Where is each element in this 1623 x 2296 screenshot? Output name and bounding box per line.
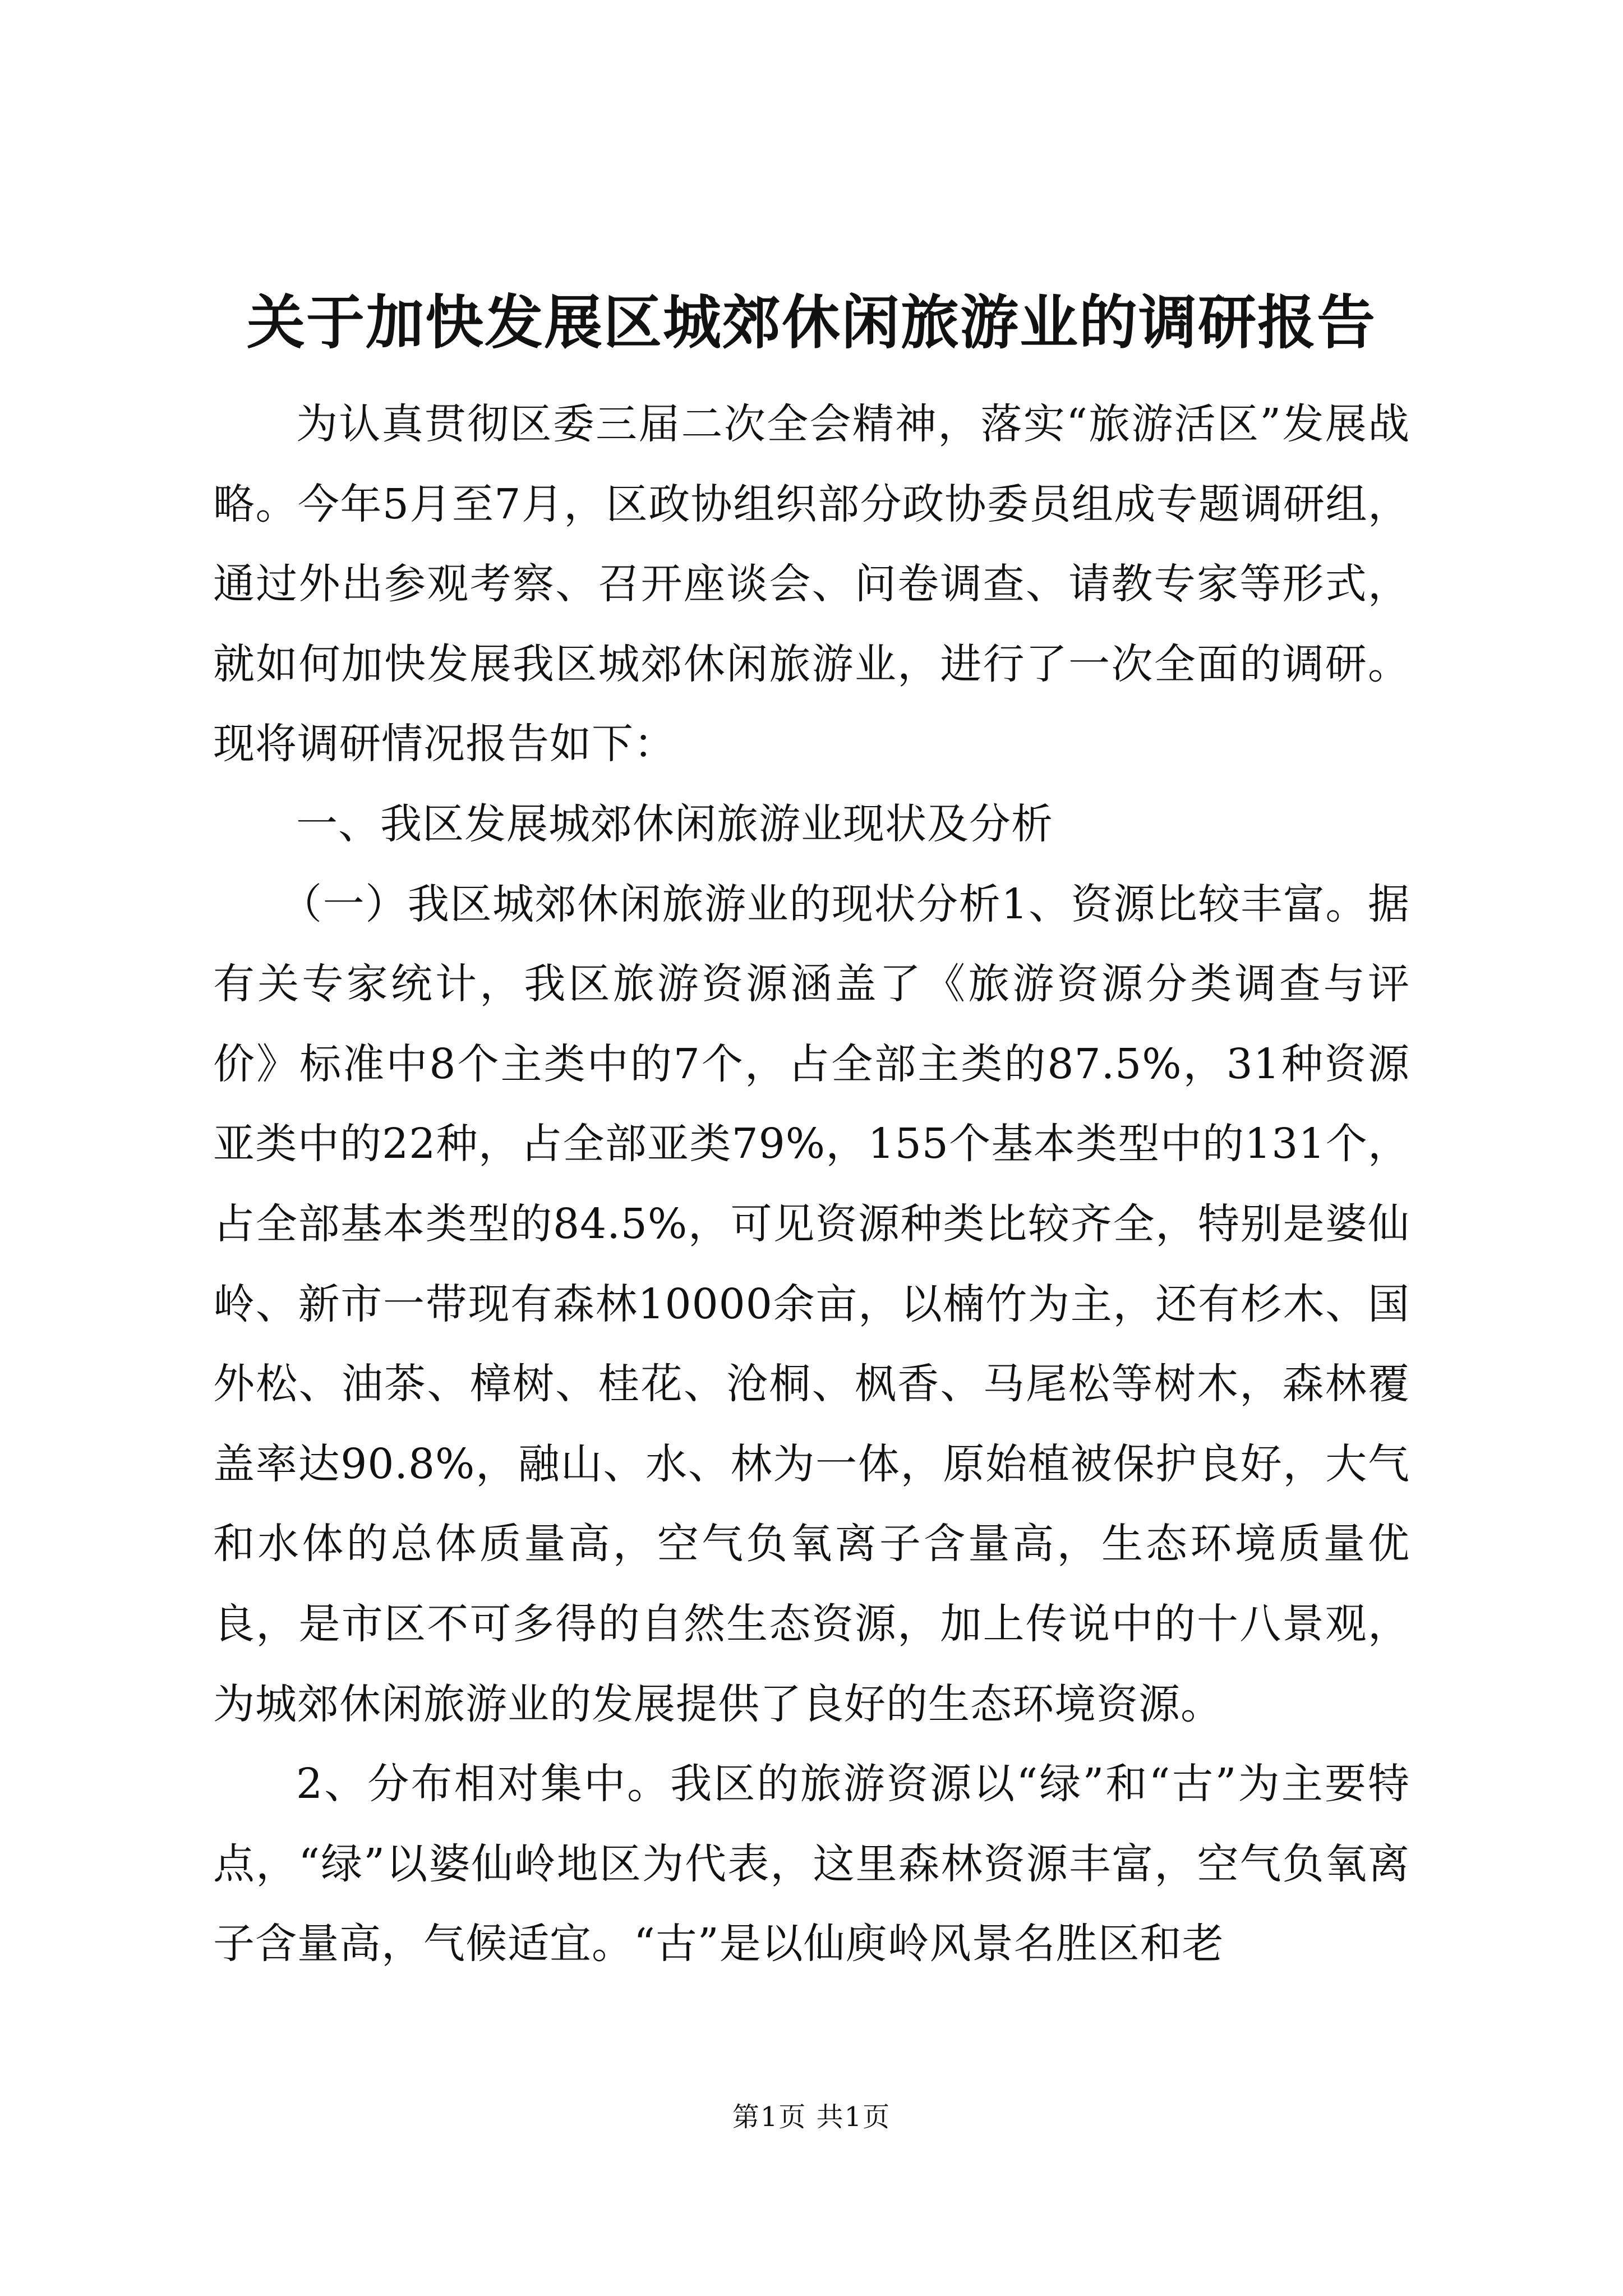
section-heading: 一、我区发展城郊休闲旅游业现状及分析 [296,799,1053,848]
intro-paragraph: 为认真贯彻区委三届二次全会精神，落实“旅游活区”发展战略。今年5月至7月，区政协组织部分政协委员组成专题调研组，通过外出参观考察、召开座谈会、问卷调查、请教专家等形式，就如何加快发展我区城郊休闲旅游业，进行了一次全面的调研。现将调研情况报告如下： [213,400,1410,769]
page-footer: 第1页 共1页 [732,2101,891,2133]
document-body [213,384,1410,1984]
distribution-paragraph: 2、分布相对集中。我区的旅游资源以“绿”和“古”为主要特点，“绿”以婆仙岭地区为代表，这里森林资源丰富，空气负氧离子含量高，气候适宜。“古”是以仙庾岭风景名胜区和老 [213,1760,1410,1968]
resource-paragraph: （一）我区城郊休闲旅游业的现状分析1、资源比较丰富。据有关专家统计，我区旅游资源涵盖了《旅游资源分类调查与评价》标准中8个主类中的7个，占全部主类的87.5%，31种资源亚类中的22种，占全部亚类79%，155个基本类型中的131个，占全部基本类型的84.5%，可见资源种类比较齐全，特别是婆仙岭、新市一带现有森林10000余亩，以楠竹为主，还有杉木、国外松、油茶、樟树、桂花、沧桐、枫香、马尾松等树木，森林覆盖率达90.8%，融山、水、林为一体，原始植被保护良好，大气和水体的总体质量高，空气负氧离子含量高，生态环境质量优良，是市区不可多得的自然生态资源，加上传说中的十八景观，为城郊休闲旅游业的发展提供了良好的生态环境资源。 [213,880,1410,1728]
document-title: 关于加快发展区城郊休闲旅游业的调研报告 [246,288,1376,357]
